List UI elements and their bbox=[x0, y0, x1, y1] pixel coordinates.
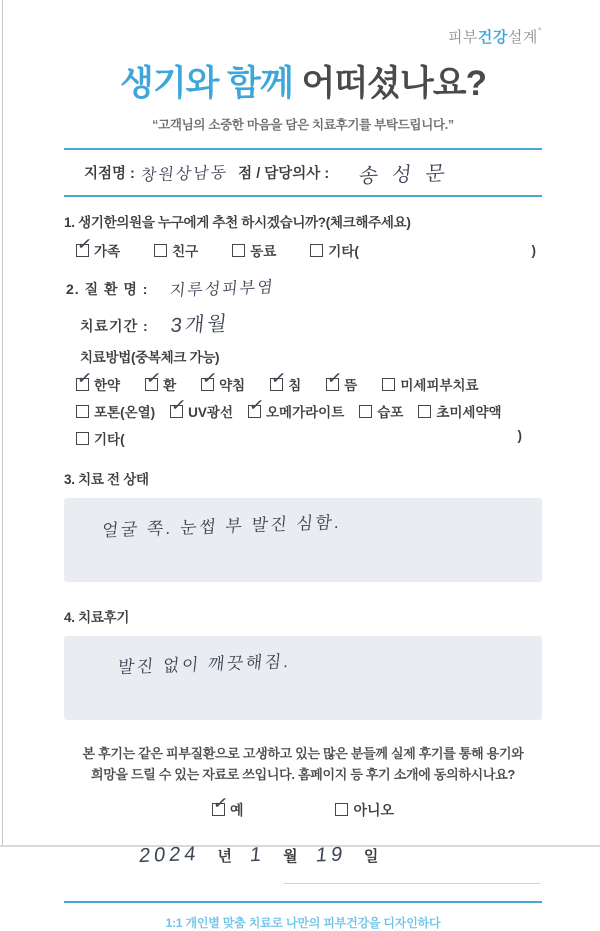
footer-divider bbox=[64, 901, 542, 903]
method-pharmacopuncture bbox=[200, 366, 246, 394]
method-ultra-fine bbox=[418, 401, 501, 421]
branch-doctor-band bbox=[64, 148, 542, 197]
date-year-handwritten: 2024 bbox=[137, 842, 201, 867]
checkbox-moxibustion bbox=[325, 366, 344, 391]
checkbox-label: 한약 bbox=[94, 378, 121, 393]
checkbox-label: 가족 bbox=[94, 244, 121, 259]
q1-title: 1. 생기한의원을 누구에게 추천 하시겠습니까?(체크해주세요) bbox=[64, 215, 411, 230]
logo-part3: 설계 bbox=[507, 29, 538, 46]
checkbox-label: 포톤(온열) bbox=[94, 405, 156, 420]
doctor-label: 담당의사 : bbox=[264, 166, 330, 182]
checkbox-omega-light bbox=[247, 393, 266, 418]
checkbox-label: 기타( bbox=[94, 432, 125, 447]
consent-text bbox=[64, 744, 542, 786]
logo-degree-icon: ° bbox=[537, 26, 542, 36]
method-wet-pack bbox=[359, 401, 403, 421]
date-day-handwritten: 19 bbox=[314, 843, 348, 867]
checkbox-method-other bbox=[76, 432, 89, 445]
q1-paren-close: ) bbox=[531, 242, 536, 258]
handwritten-check-icon: ✓ bbox=[325, 366, 344, 389]
consent-options-row bbox=[64, 792, 542, 820]
method-omega-light bbox=[247, 393, 345, 421]
scan-edge-artifact bbox=[2, 0, 3, 847]
method-herbal bbox=[75, 366, 121, 394]
checkbox-label: 예 bbox=[229, 801, 244, 818]
q4-handwritten-answer: 발진 없이 깨끗해짐. bbox=[116, 651, 292, 678]
logo-part2-accent: 건강 bbox=[477, 29, 508, 46]
checkbox-acupuncture bbox=[269, 366, 288, 391]
checkbox-no bbox=[335, 803, 348, 816]
page-subtitle: “고객님의 소중한 마음을 담은 치료후기를 부탁드립니다.” bbox=[152, 118, 454, 132]
page-title-accent: 생기와 함께 bbox=[120, 64, 293, 103]
period-label: 치료기간 : bbox=[80, 318, 149, 334]
footer-tagline: 1:1 개인별 맞춤 치료로 나만의 피부건강을 디자인하다 bbox=[165, 915, 441, 930]
date-month-handwritten: 1 bbox=[248, 843, 267, 866]
method-other bbox=[76, 428, 125, 448]
checkbox-wet-pack bbox=[359, 405, 372, 418]
checkbox-label: 초미세약액 bbox=[436, 405, 502, 420]
consent-option-no bbox=[335, 800, 394, 820]
checkbox-label: 약침 bbox=[219, 378, 246, 393]
disease-handwritten-value: 지루성피부염 bbox=[169, 279, 276, 300]
consent-line1: 본 후기는 같은 피부질환으로 고생하고 있는 많은 분들께 실제 후기를 통해 용기와 bbox=[82, 746, 524, 761]
logo-part1: 피부 bbox=[447, 29, 478, 46]
page-title bbox=[64, 56, 542, 106]
checkbox-micro-skin bbox=[382, 378, 395, 391]
method-micro-skin bbox=[382, 374, 478, 394]
q3-answer-box bbox=[64, 498, 542, 582]
checkbox-yes bbox=[211, 792, 230, 816]
handwritten-check-icon: ✓ bbox=[211, 792, 230, 815]
method-acupuncture bbox=[269, 366, 302, 394]
q4-answer-box bbox=[64, 636, 542, 720]
checkbox-label: 환 bbox=[163, 378, 177, 393]
method-moxibustion bbox=[325, 366, 358, 394]
checkbox-colleague bbox=[232, 244, 245, 257]
q3-title: 3. 치료 전 상태 bbox=[64, 472, 149, 487]
method-pill bbox=[144, 366, 177, 394]
doctor-handwritten-value: 송성문 bbox=[357, 162, 461, 188]
checkbox-ultra-fine bbox=[418, 405, 431, 418]
q1-option-friend bbox=[154, 240, 198, 260]
date-day-label: 일 bbox=[363, 847, 379, 865]
date-row bbox=[64, 844, 542, 880]
branch-handwritten-value: 창원상남동 bbox=[139, 164, 229, 185]
checkbox-pill bbox=[144, 366, 163, 391]
date-year-label: 년 bbox=[217, 847, 232, 865]
page-title-rest: 어떠셨나요? bbox=[292, 64, 486, 103]
checkbox-other bbox=[310, 244, 323, 257]
checkbox-friend bbox=[154, 244, 167, 257]
consent-option-yes bbox=[211, 792, 244, 820]
checkbox-herbal bbox=[75, 366, 94, 391]
consent-line2: 희망을 드릴 수 있는 자료로 쓰입니다. 홈페이지 등 후기 소개에 동의하시나요? bbox=[90, 766, 516, 782]
handwritten-check-icon: ✓ bbox=[75, 232, 94, 255]
method-uv bbox=[169, 393, 233, 421]
q4-title: 4. 치료후기 bbox=[64, 610, 130, 625]
disease-label: 2. 질 환 명 : bbox=[66, 281, 149, 297]
handwritten-check-icon: ✓ bbox=[75, 366, 94, 389]
checkbox-label: 침 bbox=[288, 378, 302, 393]
checkbox-label: UV광선 bbox=[188, 405, 233, 420]
checkbox-label: 미세피부치료 bbox=[400, 378, 479, 393]
date-month-label: 월 bbox=[283, 847, 298, 865]
q1-option-other bbox=[310, 240, 359, 260]
handwritten-check-icon: ✓ bbox=[200, 366, 219, 389]
methods-row-1 bbox=[64, 366, 542, 394]
methods-row-3 bbox=[64, 428, 542, 448]
checkbox-label: 아니오 bbox=[353, 801, 395, 818]
period-handwritten-value: 3개월 bbox=[169, 312, 231, 338]
checkbox-family bbox=[75, 232, 94, 257]
q1-options-row bbox=[64, 232, 542, 260]
checkbox-label: 친구 bbox=[172, 244, 199, 259]
q1-option-family bbox=[75, 232, 121, 260]
checkbox-label: 동료 bbox=[250, 244, 277, 259]
handwritten-check-icon: ✓ bbox=[247, 393, 266, 416]
handwritten-check-icon: ✓ bbox=[144, 366, 163, 389]
handwritten-check-icon: ✓ bbox=[169, 393, 188, 416]
handwritten-check-icon: ✓ bbox=[269, 366, 288, 389]
branch-label: 지점명 : bbox=[84, 166, 135, 182]
checkbox-label: 뜸 bbox=[344, 378, 358, 393]
checkbox-label: 오메가라이트 bbox=[266, 405, 345, 420]
method-photon bbox=[76, 401, 155, 421]
methods-row-2 bbox=[64, 393, 542, 421]
q3-handwritten-answer: 얼굴 쪽. 눈썹 부 발진 심함. bbox=[100, 512, 343, 541]
methods-label: 치료방법(중복체크 가능) bbox=[80, 350, 220, 365]
branch-mid-label: 점 / bbox=[238, 166, 261, 182]
brand-logo bbox=[447, 26, 542, 46]
checkbox-label: 기타( bbox=[328, 244, 359, 259]
q1-option-colleague bbox=[232, 240, 276, 260]
checkbox-uv bbox=[169, 393, 188, 418]
checkbox-label: 습포 bbox=[377, 405, 404, 420]
checkbox-pharmacopuncture bbox=[200, 366, 219, 391]
checkbox-photon bbox=[76, 405, 89, 418]
methods-paren-close: ) bbox=[517, 428, 522, 443]
date-underline bbox=[284, 883, 540, 884]
